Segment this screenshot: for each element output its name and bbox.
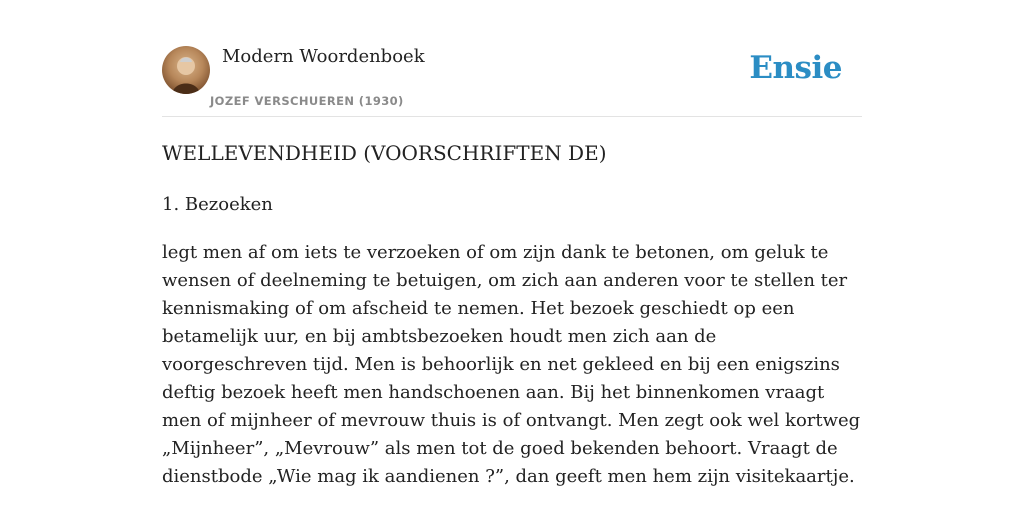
entry-body: legt men af om iets te verzoeken of om zijn dank te betonen, om geluk te wensen of deelneming te betuigen, om zich aan anderen voor te stellen ter kennismaking of om afscheid te nemen. Het bezoek geschiedt op een betamelijk uur, en bij ambtsbezoeken houdt men zich aan de voorgeschreven tijd. Men is behoorlijk en net gekleed en bij een enigszins deftig bezoek heeft men handschoenen aan. Bij het binnenkomen vraagt men of mijnheer of mevrouw thuis is of ontvangt. Men zegt ook wel kortweg „Mijnheer”, „Mevrouw” als men tot de goed bekenden behoort. Vraagt de dienstbode „Wie mag ik aandienen ?”, dan geeft men hem zijn visitekaartje.	[162, 242, 861, 487]
brand-logo[interactable]: Ensie	[749, 50, 842, 86]
book-title[interactable]: Modern Woordenboek	[222, 46, 425, 67]
entry-subheading: 1. Bezoeken	[162, 194, 273, 215]
author-name[interactable]: JOZEF VERSCHUEREN (1930)	[210, 94, 404, 108]
entry-title: WELLEVENDHEID (VOORSCHRIFTEN DE)	[162, 141, 607, 165]
header	[162, 44, 862, 117]
author-portrait-icon	[162, 46, 210, 94]
author-avatar[interactable]	[162, 46, 210, 94]
